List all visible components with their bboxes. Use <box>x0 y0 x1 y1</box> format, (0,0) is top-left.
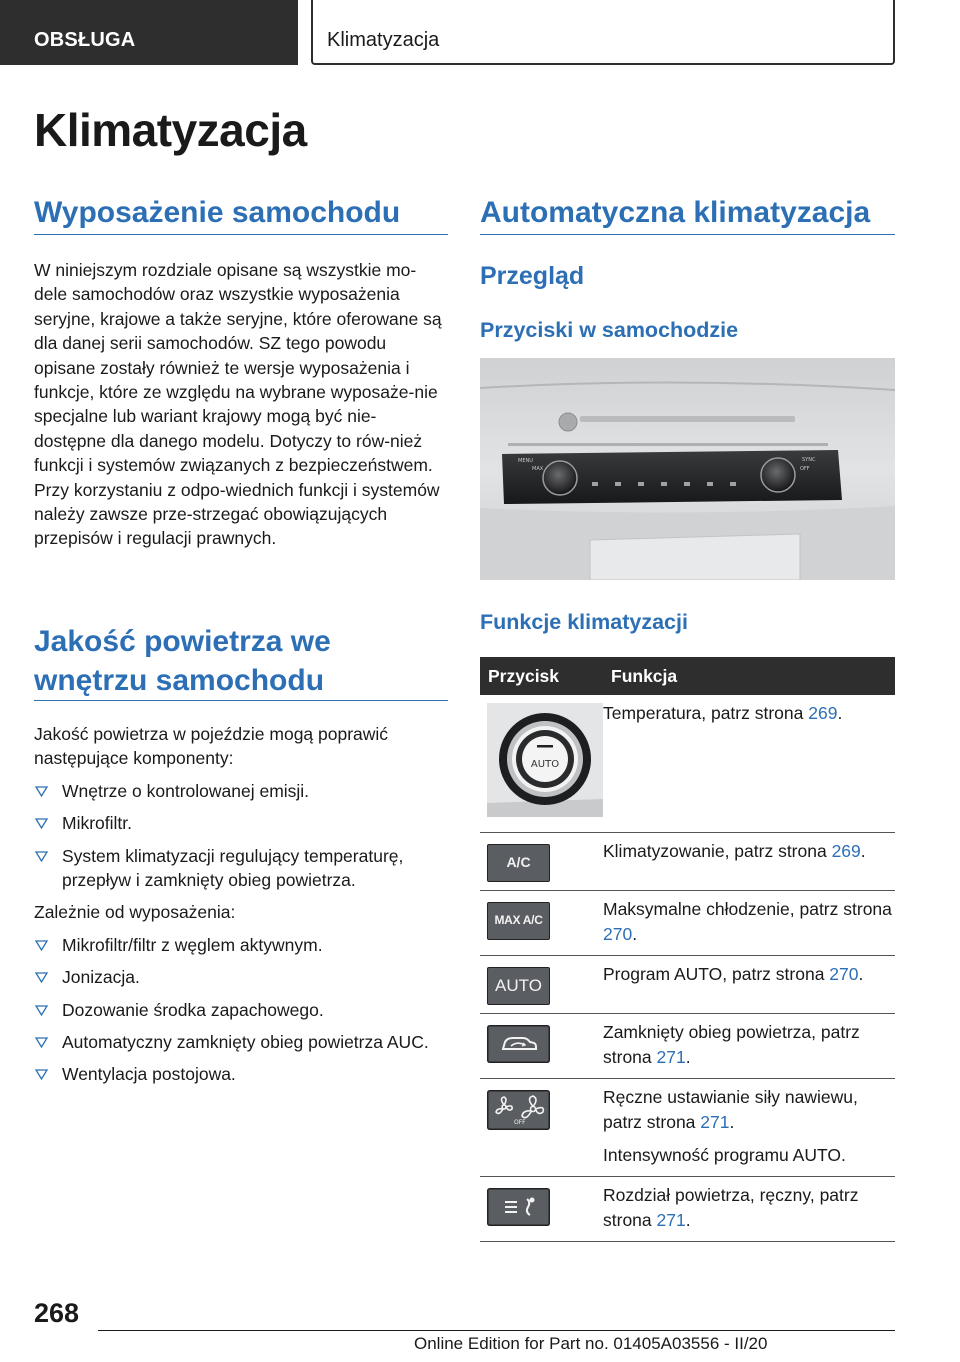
list-item <box>34 844 448 893</box>
triangle-bullet-icon <box>35 972 48 983</box>
list-item-text: Dozowanie środka zapachowego. <box>62 999 324 1020</box>
optional-intro: Zależnie od wyposażenia: <box>34 902 236 923</box>
list-item-text: Mikrofiltr. <box>62 813 132 834</box>
list-item <box>34 933 448 957</box>
air-quality-list <box>34 779 448 893</box>
section-label: OBSŁUGA <box>34 29 136 51</box>
buttons-heading: Przyciski w samochodzie <box>480 318 739 342</box>
function-extra-text: Intensywność programu AUTO. <box>603 1145 846 1165</box>
functions-table <box>480 657 895 1242</box>
function-text: Temperatura, patrz strona <box>603 703 809 723</box>
triangle-bullet-icon <box>35 1005 48 1016</box>
list-item-text: Mikrofiltr/filtr z węglem aktywnym. <box>62 934 323 955</box>
icon-cell <box>480 1014 603 1079</box>
list-item <box>34 1030 448 1054</box>
column-header-function: Funkcja <box>603 657 895 695</box>
page-link[interactable]: 270 <box>829 964 859 984</box>
air-quality-heading-line1: Jakość powietrza we <box>34 625 331 658</box>
function-text: Ręczne ustawianie siły nawiewu, patrz strona <box>603 1087 858 1132</box>
function-suffix: . <box>685 1047 691 1067</box>
triangle-bullet-icon <box>35 786 48 797</box>
chapter-label: Klimatyzacja <box>327 29 440 51</box>
list-item <box>34 811 448 835</box>
page-number: 268 <box>34 1298 80 1328</box>
page-link[interactable]: 271 <box>656 1047 686 1067</box>
air-distribution-button-icon <box>487 1188 550 1226</box>
max-ac-button-icon: MAX A/C <box>487 902 550 940</box>
table-header-row <box>480 657 895 695</box>
page-link[interactable]: 269 <box>808 703 838 723</box>
auto-ac-rule <box>480 234 895 235</box>
page-link[interactable]: 270 <box>603 924 633 944</box>
icon-cell <box>480 891 603 956</box>
air-quality-heading <box>34 622 331 700</box>
section-tab <box>0 0 298 65</box>
triangle-bullet-icon <box>35 1037 48 1048</box>
temperature-knob-icon <box>487 703 603 817</box>
function-text: Program AUTO, patrz strona <box>603 964 830 984</box>
fan-buttons-icon <box>487 1090 550 1130</box>
icon-cell <box>480 833 603 891</box>
air-quality-rule <box>34 700 448 701</box>
function-text: Klimatyzowanie, patrz strona <box>603 841 832 861</box>
air-quality-intro: Jakość powietrza w pojeździe mogą poprawić następujące komponenty: <box>34 724 389 769</box>
function-cell <box>603 1177 895 1242</box>
optional-list <box>34 933 448 1087</box>
chapter-tab <box>311 0 895 65</box>
page-link[interactable]: 271 <box>700 1112 730 1132</box>
table-row <box>480 956 895 1014</box>
table-row <box>480 695 895 833</box>
function-cell <box>603 956 895 1014</box>
list-item <box>34 1062 448 1086</box>
function-suffix: . <box>632 924 638 944</box>
page-title: Klimatyzacja <box>34 104 307 156</box>
fan-off-label: OFF <box>514 1119 526 1126</box>
photo-label-max: MAX <box>532 466 544 472</box>
list-item-text: Automatyczny zamknięty obieg powietrza AUC. <box>62 1032 429 1053</box>
knob-auto-label: AUTO <box>530 759 560 770</box>
climate-panel-illustration <box>480 358 895 580</box>
photo-label-menu: MENU <box>518 458 533 464</box>
icon-cell <box>480 695 603 833</box>
ac-button-icon: A/C <box>487 844 550 882</box>
overview-heading: Przegląd <box>480 262 585 290</box>
edition-text: Online Edition for Part no. 01405A03556 - II/20 <box>414 1334 768 1353</box>
function-text: Zamknięty obieg powietrza, patrz strona <box>603 1022 860 1067</box>
air-quality-heading-line2: wnętrzu samochodu <box>34 664 325 697</box>
function-suffix: . <box>685 1210 691 1230</box>
triangle-bullet-icon <box>35 818 48 829</box>
recirculation-button-icon <box>487 1025 550 1063</box>
table-row <box>480 1177 895 1242</box>
footer-rule <box>98 1330 895 1331</box>
auto-ac-heading: Automatyczna klimatyzacja <box>480 196 871 229</box>
function-cell <box>603 1079 895 1177</box>
page-link[interactable]: 271 <box>656 1210 686 1230</box>
table-row <box>480 1014 895 1079</box>
table-row <box>480 891 895 956</box>
table-row <box>480 1079 895 1177</box>
functions-heading: Funkcje klimatyzacji <box>480 610 688 634</box>
photo-label-off: OFF <box>800 466 810 472</box>
function-text: Maksymalne chłodzenie, patrz strona <box>603 899 892 919</box>
photo-label-sync: SYNC <box>802 457 816 463</box>
function-cell <box>603 891 895 956</box>
list-item-text: Wnętrze o kontrolowanej emisji. <box>62 780 310 801</box>
triangle-bullet-icon <box>35 1069 48 1080</box>
function-cell <box>603 833 895 891</box>
triangle-bullet-icon <box>35 851 48 862</box>
list-item <box>34 998 448 1022</box>
page-link[interactable]: 269 <box>831 841 861 861</box>
triangle-bullet-icon <box>35 940 48 951</box>
list-item <box>34 779 448 803</box>
equipment-heading: Wyposażenie samochodu <box>34 196 401 229</box>
icon-cell <box>480 1079 603 1177</box>
function-cell <box>603 1014 895 1079</box>
column-header-button: Przycisk <box>480 657 603 695</box>
equipment-rule <box>34 234 448 235</box>
table-row <box>480 833 895 891</box>
function-text: Rozdział powietrza, ręczny, patrz strona <box>603 1185 859 1230</box>
function-suffix: . <box>860 841 866 861</box>
function-suffix: . <box>837 703 843 723</box>
icon-cell <box>480 956 603 1014</box>
function-suffix: . <box>858 964 864 984</box>
list-item <box>34 965 448 989</box>
list-item-text: System klimatyzacji regulujący temperaturę, przepływ i zamknięty obieg powietrza. <box>62 845 404 891</box>
icon-cell <box>480 1177 603 1242</box>
air-quality-section <box>34 722 448 1095</box>
auto-button-icon: AUTO <box>487 967 550 1005</box>
list-item-text: Wentylacja postojowa. <box>62 1064 236 1085</box>
equipment-text: W niniejszym rozdziale opisane są wszystkie mo‐dele samochodów oraz wszystkie wyposażenia seryjne, krajowe a także seryjne, które oferowane są dla danej serii samochodów. SZ tego powodu opisane zostały również te wersje wyposażenia i funkcje, które ze względu na wybrane wyposaże‐nie specjalne lub wariant krajowy mogą być nie‐dostępne dla danego modelu. Dotyczy to rów‐nież funkcji i systemów związanych z bezpieczeństwem. Przy korzystaniu z odpo‐wiednich funkcji i systemów należy zawsze prze‐strzegać obowiązujących przepisów i regulacji prawnych. <box>34 260 442 549</box>
climate-panel-photo <box>480 358 895 580</box>
list-item-text: Jonizacja. <box>62 967 140 988</box>
function-cell <box>603 695 895 833</box>
function-suffix: . <box>729 1112 735 1132</box>
